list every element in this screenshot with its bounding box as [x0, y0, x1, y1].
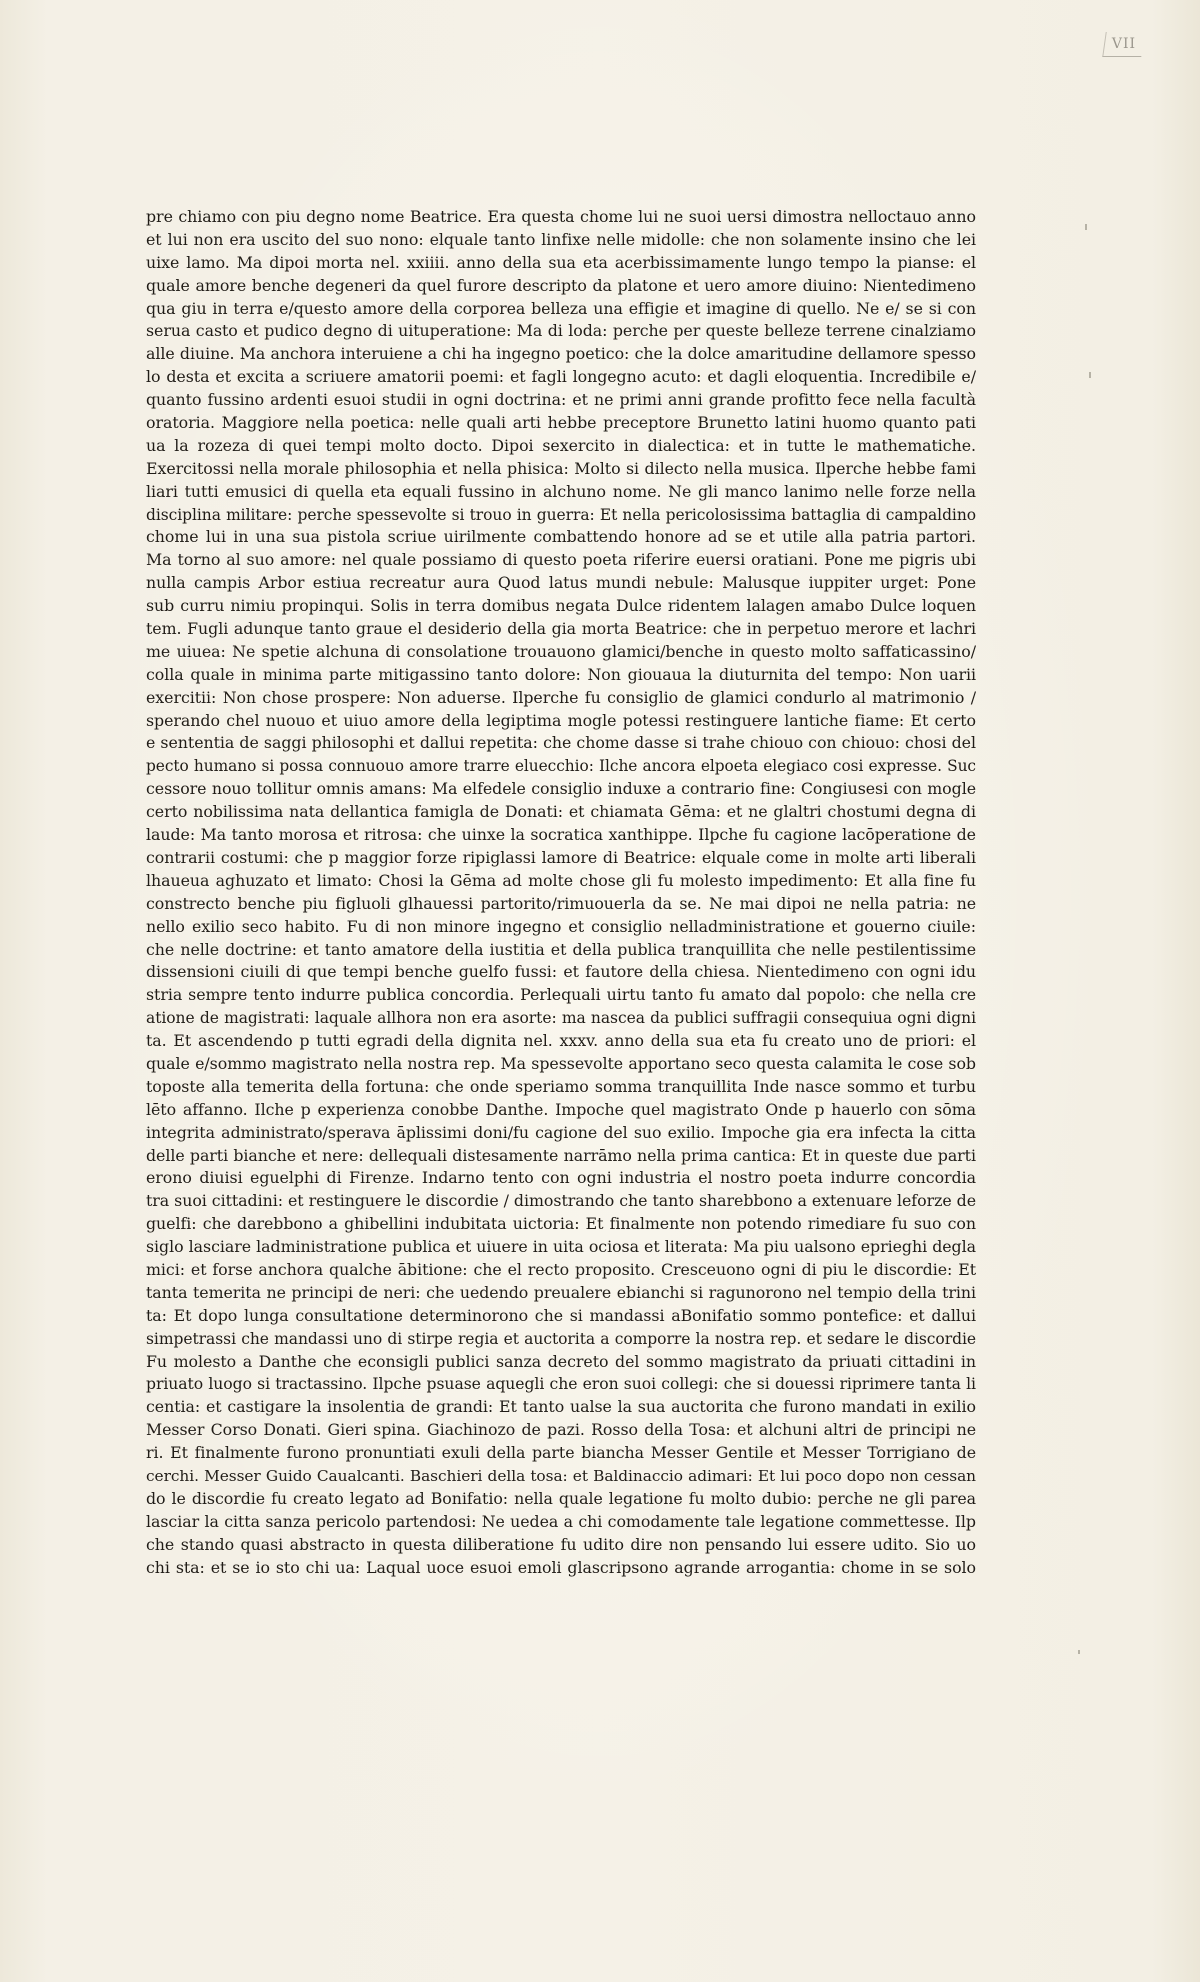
text-line: siglo lasciare ladministratione publica et uiuere in uita ociosa et literata: Ma piu ualsono eprieghi degla: [146, 1237, 976, 1257]
text-line: toposte alla temerita della fortuna: che onde speriamo somma tranquillita Inde nasce sommo et turbu: [146, 1076, 976, 1096]
text-line: qua giu in terra e/questo amore della corporea belleza una effigie et imagine di quello. Ne e/ se si con: [146, 298, 976, 318]
text-line: stria sempre tento indurre publica concordia. Perlequali uirtu tanto fu amato dal popolo: che nella cre: [146, 985, 976, 1005]
text-line: e sententia de saggi philosophi et dallui repetita: che chome dasse si trahe chiouo con chiouo: chosi del: [146, 733, 976, 753]
text-line: Fu molesto a Danthe che econsigli publici sanza decreto del sommo magistrato da priuati cittadini in: [146, 1351, 976, 1371]
text-line: centia: et castigare la insolentia de grandi: Et tanto ualse la sua auctorita che furono mandati in exilio: [146, 1397, 976, 1417]
text-line: chi sta: et se io sto chi ua: Laqual uoce esuoi emoli glascripsono agrande arrogantia: chome in se solo: [146, 1557, 976, 1577]
text-line: liari tutti emusici di quella eta equali fussino in alchuno nome. Ne gli manco lanimo nelle forze nella: [146, 481, 976, 501]
text-line: Exercitossi nella morale philosophia et nella phisica: Molto si dilecto nella musica. Ilperche hebbe fami: [146, 458, 976, 478]
text-line: sperando chel nuouo et uiuo amore della legiptima mogle potessi restinguere lantiche fiame: Et certo: [146, 710, 976, 730]
text-line: quale e/sommo magistrato nella nostra rep. Ma spessevolte apportano seco questa calamita le cose sob: [146, 1053, 976, 1073]
text-line: simpetrassi che mandassi uno di stirpe regia et auctorita a comporre la nostra rep. et sedare le discordie: [146, 1329, 976, 1348]
text-line: contrarii costumi: che p maggior forze ripiglassi lamore di Beatrice: elquale come in molte arti liberali: [146, 847, 976, 867]
text-line: quanto fussino ardenti esuoi studii in ogni doctrina: et ne primi anni grande profitto fece nella facultà: [146, 390, 976, 410]
text-line: ri. Et finalmente furono pronuntiati exuli della parte biancha Messer Gentile et Messer Torrigiano de: [146, 1443, 976, 1463]
text-line: disciplina militare: perche spessevolte si trouo in guerra: Et nella pericolosissima battaglia di campaldino: [146, 505, 976, 524]
text-line: et lui non era uscito del suo nono: elquale tanto linfixe nelle midolle: che non solamente insino che lei: [146, 229, 976, 249]
text-line: do le discordie fu creato legato ad Bonifatio: nella quale legatione fu molto dubio: perche ne gli parea: [146, 1488, 976, 1508]
text-line: mici: et forse anchora qualche ābitione: che el recto proposito. Cresceuono ogni di piu le discordie: Et: [146, 1259, 976, 1279]
text-line: integrita administrato/sperava āplissimi doni/fu cagione del suo exilio. Impoche gia era infecta la citta: [146, 1122, 976, 1142]
text-line: alle diuine. Ma anchora interuiene a chi ha ingegno poetico: che la dolce amaritudine dellamore spesso: [146, 344, 976, 364]
text-line: cerchi. Messer Guido Caualcanti. Baschieri della tosa: et Baldinaccio adimari: Et lui poco dopo non cessan: [146, 1466, 976, 1485]
text-line: cessore nouo tollitur omnis amans: Ma elfedele consiglio induxe a contrario fine: Congiusesi con mogle: [146, 779, 976, 799]
text-line: lēto affanno. Ilche p experienza conobbe Danthe. Impoche quel magistrato Onde p hauerlo con sōma: [146, 1099, 976, 1119]
text-line: exercitii: Non chose prospere: Non aduerse. Ilperche fu consiglio de glamici condurlo al matrimonio /: [146, 687, 976, 707]
text-column: [146, 206, 976, 1579]
text-line: lo desta et excita a scriuere amatorii poemi: et fagli longegno acuto: et dagli eloquentia. Incredibile e/: [146, 367, 976, 387]
text-line: serua casto et pudico degno di uituperatione: Ma di loda: perche per queste belleze terrene cinalziamo: [146, 321, 976, 341]
text-line: sub curru nimiu propinqui. Solis in terra domibus negata Dulce ridentem lalagen amabo Dulce loquen: [146, 596, 976, 616]
text-line: nello exilio seco habito. Fu di non minore ingegno et consiglio nelladministratione et gouerno ciuile:: [146, 916, 976, 936]
text-line: uixe lamo. Ma dipoi morta nel. xxiiii. anno della sua eta acerbissimamente lungo tempo la pianse: el: [146, 252, 976, 272]
text-line: che nelle doctrine: et tanto amatore della iustitia et della publica tranquillita che nelle pestilentissime: [146, 939, 976, 959]
text-line: constrecto benche piu figluoli glhauessi partorito/rimuouerla da se. Ne mai dipoi ne nella patria: ne: [146, 893, 976, 913]
text-line: ua la rozeza di quei tempi molto docto. Dipoi sexercito in dialectica: et in tutte le mathematiche.: [146, 435, 976, 455]
margin-mark: [1078, 1650, 1080, 1654]
text-line: priuato luogo si tractassino. Ilpche psuase aquegli che eron suoi collegi: che si douessi riprimere tanta li: [146, 1375, 976, 1394]
text-line: certo nobilissima nata dellantica famigla de Donati: et chiamata Gēma: et ne glaltri chostumi degna di: [146, 802, 976, 822]
text-line: atione de magistrati: laquale allhora non era asorte: ma nascea da publici suffragii consequiua ogni digni: [146, 1009, 976, 1028]
text-line: lasciar la citta sanza pericolo partendosi: Ne uedea a chi comodamente tale legatione commettesse. Ilp: [146, 1511, 976, 1531]
margin-mark: [1085, 224, 1087, 230]
text-line: nulla campis Arbor estiua recreatur aura Quod latus mundi nebule: Malusque iuppiter urget: Pone: [146, 573, 976, 593]
text-line: lhaueua aghuzato et limato: Chosi la Gēma ad molte chose gli fu molesto impedimento: Et alla fine fu: [146, 870, 976, 890]
text-line: Messer Corso Donati. Gieri spina. Giachinozo de pazi. Rosso della Tosa: et alchuni altri de principi ne: [146, 1420, 976, 1440]
text-line: delle parti bianche et nere: dellequali distesamente narrāmo nella prima cantica: Et in queste due parti: [146, 1145, 976, 1165]
text-line: che stando quasi abstracto in questa diliberatione fu udito dire non pensando lui essere udito. Sio uo: [146, 1534, 976, 1554]
text-line: dissensioni ciuili di que tempi benche guelfo fussi: et fautore della chiesa. Nientedimeno con ogni idu: [146, 962, 976, 982]
text-line: ta. Et ascendendo p tutti egradi della dignita nel. xxxv. anno della sua eta fu creato uno de priori: el: [146, 1031, 976, 1051]
folio-mark: VII: [1104, 30, 1144, 58]
text-line: guelfi: che darebbono a ghibellini indubitata uictoria: Et finalmente non potendo rimediare fu suo con: [146, 1214, 976, 1234]
text-line: pre chiamo con piu degno nome Beatrice. Era questa chome lui ne suoi uersi dimostra nelloctauo anno: [146, 207, 976, 226]
text-line: tra suoi cittadini: et restinguere le discordie / dimostrando che tanto sharebbono a extenuare leforze de: [146, 1191, 976, 1211]
text-line: me uiuea: Ne spetie alchuna di consolatione trouauono glamici/benche in questo molto saffaticassino/: [146, 641, 976, 661]
text-line: quale amore benche degeneri da quel furore descripto da platone et uero amore diuino: Nientedimeno: [146, 275, 976, 295]
text-line: laude: Ma tanto morosa et ritrosa: che uinxe la socratica xanthippe. Ilpche fu cagione lacōperatione de: [146, 825, 976, 845]
margin-mark: [1089, 372, 1091, 378]
text-line: erono diuisi eguelphi di Firenze. Indarno tento con ogni industria el nostro poeta indurre concordia: [146, 1168, 976, 1188]
text-line: ta: Et dopo lunga consultatione determinorono che si mandassi aBonifatio sommo pontefice: et dallui: [146, 1305, 976, 1325]
text-line: tanta temerita ne principi de neri: che uedendo preualere ebianchi si ragunorono nel tempio della trini: [146, 1282, 976, 1302]
text-line: oratoria. Maggiore nella poetica: nelle quali arti hebbe preceptore Brunetto latini huomo quanto pati: [146, 413, 976, 433]
text-line: colla quale in minima parte mitigassino tanto dolore: Non giouaua la diuturnita del tempo: Non uarii: [146, 664, 976, 684]
text-line: pecto humano si possa connuouo amore trarre eluecchio: Ilche ancora elpoeta elegiaco cosi expresse. Suc: [146, 757, 976, 776]
text-line: Ma torno al suo amore: nel quale possiamo di questo poeta riferire euersi oratiani. Pone me pigris ubi: [146, 550, 976, 570]
text-line: tem. Fugli adunque tanto graue el desiderio della gia morta Beatrice: che in perpetuo merore et lachri: [146, 619, 976, 639]
text-line: chome lui in una sua pistola scriue uirilmente combattendo honore ad se et utile alla patria partori.: [146, 527, 976, 547]
